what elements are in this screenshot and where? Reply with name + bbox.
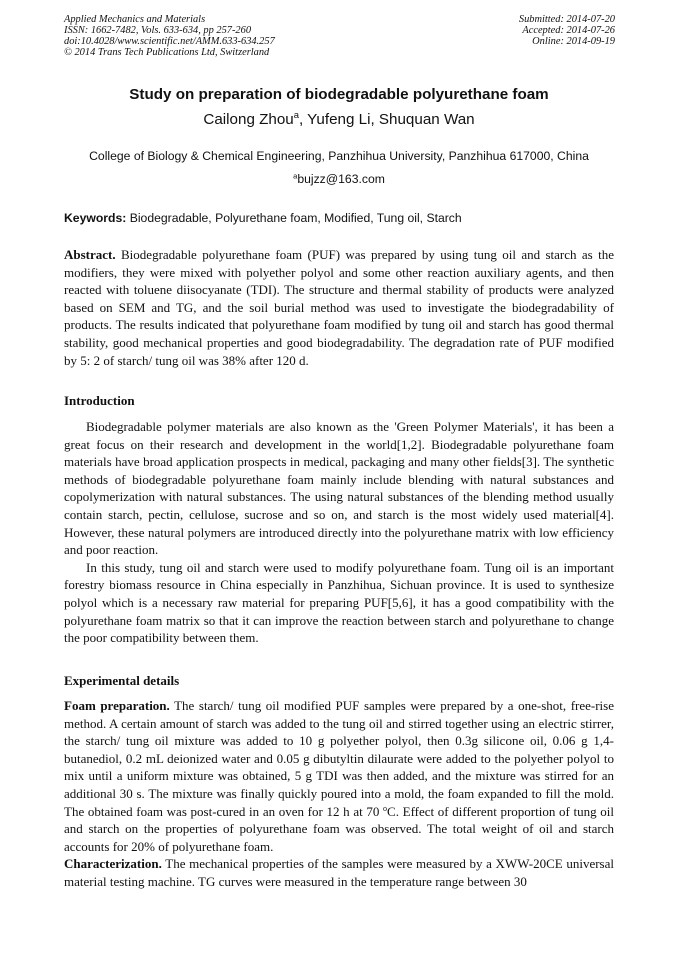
abstract-paragraph (64, 246, 614, 369)
author-affiliation-mark: a (293, 109, 299, 121)
foam-preparation-text-b: C. Effect of different proportion of tung oil and starch on the properties of polyurethane foam was observed. The total weight of oil and starch accounts for 20% of polyurethane foam. (64, 803, 614, 854)
doi-line: doi:10.4028/www.scientific.net/AMM.633-634.257 (64, 36, 275, 47)
introduction-section (64, 418, 614, 647)
author-rest: , Yufeng Li, Shuquan Wan (298, 111, 475, 128)
email-mark: a (293, 171, 298, 181)
keywords (64, 211, 462, 225)
characterization-label: Characterization. (64, 856, 162, 872)
experimental-section (64, 697, 614, 891)
abstract-label: Abstract. (64, 247, 116, 262)
email-address: bujzz@163.com (297, 172, 385, 186)
author-list (0, 111, 678, 128)
paper-title: Study on preparation of biodegradable polyurethane foam (129, 86, 549, 103)
journal-header-right (519, 14, 615, 47)
characterization-text: The mechanical properties of the samples were measured by a XWW-20CE universal material testing machine. TG curves were measured in the temperature range between 30 (64, 856, 614, 889)
experimental-heading: Experimental details (64, 673, 180, 688)
keywords-text: Biodegradable, Polyurethane foam, Modified, Tung oil, Starch (126, 211, 462, 225)
degree-mark: o (383, 803, 388, 813)
foam-preparation-paragraph (64, 697, 614, 855)
author-first: Cailong Zhou (203, 111, 294, 128)
characterization-paragraph (64, 855, 614, 890)
introduction-heading: Introduction (64, 393, 135, 408)
keywords-label: Keywords: (64, 211, 127, 225)
introduction-paragraph-1: Biodegradable polymer materials are also known as the 'Green Polymer Materials', it has been a great focus on their research and development in the world[1,2]. Biodegradable polyurethane foam materials have broad application prospects in medical, packaging and many other fields[3]. The synthetic methods of biodegradable polyurethane foam mainly include blending with natural substances and copolymerization with natural substances. The using natural substances of the blending method usually contain starch, pectin, cellulose, sucrose and so on, and starch is the most widely used material[4]. However, these natural polymers are introduced directly into the polyurethane matrix with low efficiency and poor reaction. (64, 419, 614, 558)
abstract-text: Biodegradable polyurethane foam (PUF) was prepared by using tung oil and starch as the modifiers, they were mixed with polyether polyol and some other reaction auxiliary agents, and then reacted with toluene diisocyanate (TDI). The structure and thermal stability of products were analyzed based on SEM and TG, and the soil burial method was used to investigate the biodegradability of products. The results indicated that polyurethane foam modified by tung oil and starch has good thermal stability, good mechanical properties and good biodegradability. The degradation rate of PUF modified by 5: 2 of starch/ tung oil was 38% after 120 d. (64, 247, 614, 368)
submitted-date: Submitted: 2014-07-20 (518, 14, 615, 25)
foam-preparation-label: Foam preparation. (64, 698, 170, 713)
online-date: Online: 2014-09-19 (532, 36, 615, 47)
author-email (0, 172, 678, 186)
copyright-line: © 2014 Trans Tech Publications Ltd, Switzerland (64, 47, 270, 58)
issn-line: ISSN: 1662-7482, Vols. 633-634, pp 257-260 (64, 25, 252, 36)
journal-name: Applied Mechanics and Materials (64, 14, 206, 25)
introduction-paragraph-2: In this study, tung oil and starch were used to modify polyurethane foam. Tung oil is an important forestry biomass resource in China especially in Panzhihua, Sichuan province. It is used to synthesize polyol which is a necessary raw material for preparing PUF[5,6], it has a good compatibility with the polyurethane foam matrix so that it can improve the reaction between starch and polyurethane to change the poor compatibility between them. (64, 559, 614, 646)
abstract-section (64, 246, 614, 369)
journal-header-left (64, 14, 275, 58)
accepted-date: Accepted: 2014-07-26 (522, 25, 615, 36)
foam-preparation-text-a: The starch/ tung oil modified PUF samples were prepared by a one-shot, free-rise method. A certain amount of starch was added to the tung oil and stirred together using an electric stirrer, the starch/ tung oil mixture was added to 10 g polyether polyol, then 0.3g silicone oil, 0.06 g 1,4- butanediol, 0.2 mL deionized water and 0.05 g dibutyltin dilaurate were added to the polyether polyol to mix until a uniform mixture was obtained, 5 g TDI was then added, and the mixture was stirred for an additional 30 s. The mixture was finally quickly poured into a mold, the foam expanded to fill the mold. The obtained foam was post-cured in an oven for 12 h at 70 (64, 698, 614, 819)
affiliation: College of Biology & Chemical Engineering, Panzhihua University, Panzhihua 617000, China (89, 149, 589, 163)
